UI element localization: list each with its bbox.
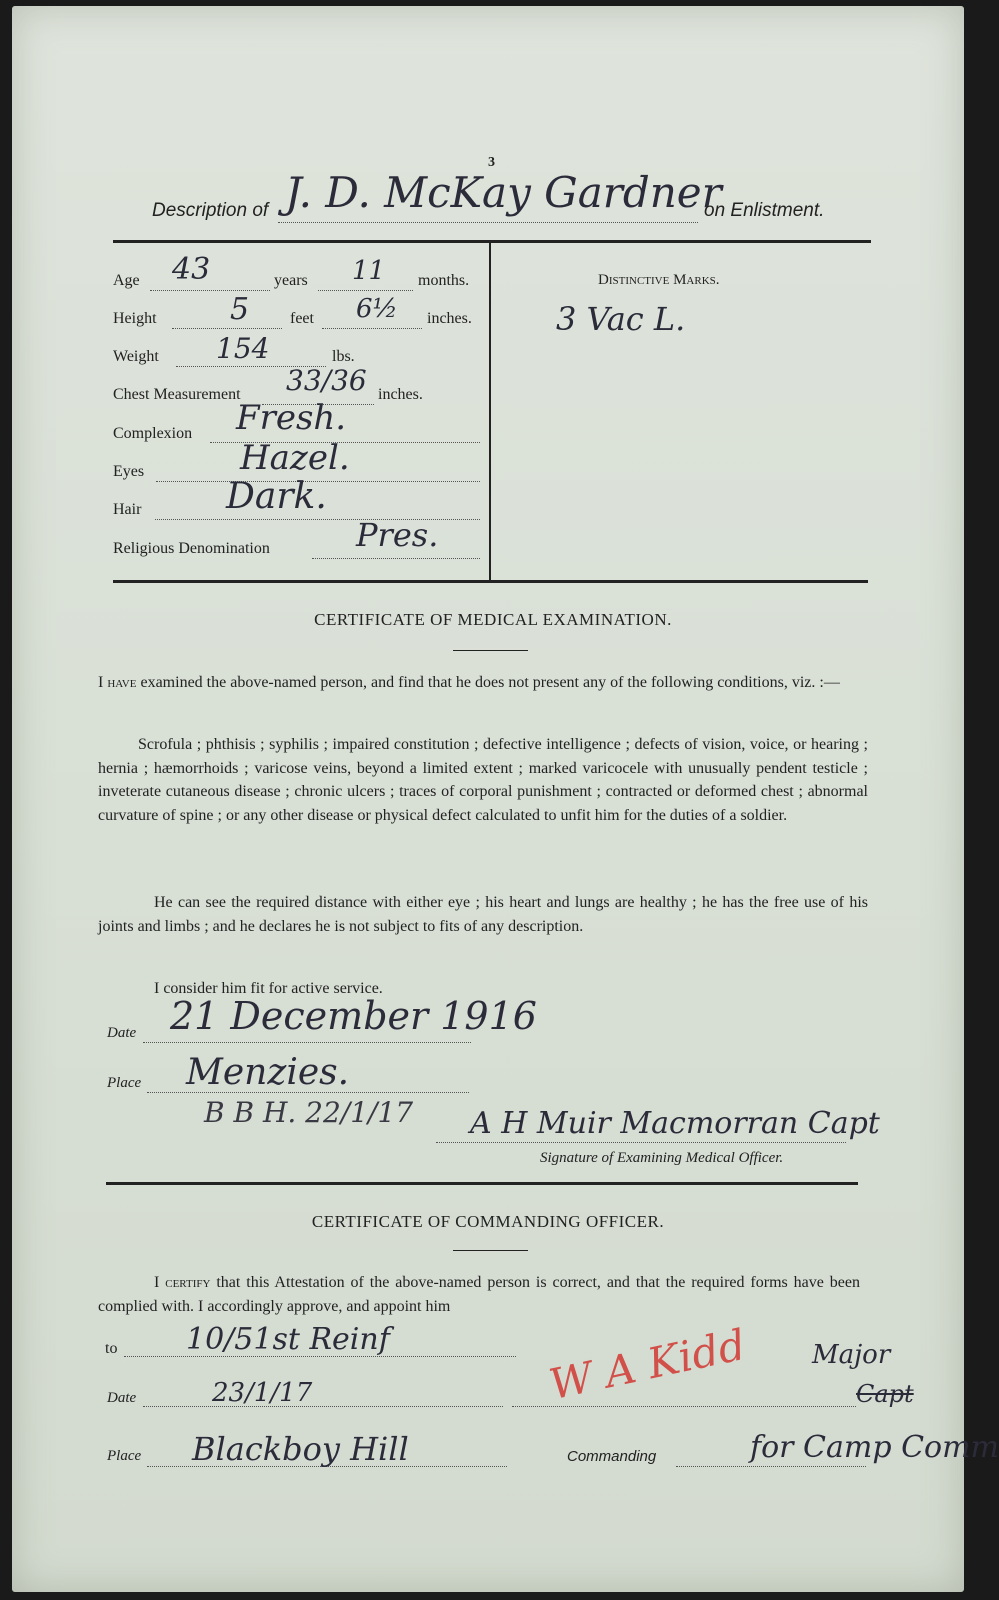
- complexion-label: Complexion: [113, 425, 193, 442]
- description-top-rule: [113, 240, 871, 243]
- age-months-line: [318, 290, 413, 291]
- rank-major: Major: [812, 1340, 891, 1370]
- header-prefix: Description of: [152, 200, 269, 221]
- feet-label: feet: [290, 310, 314, 327]
- eyes-label: Eyes: [113, 463, 145, 480]
- medical-endorsement: B B H. 22/1/17: [204, 1096, 414, 1129]
- commanding-label: Commanding: [567, 1448, 657, 1465]
- medical-certificate-title: CERTIFICATE OF MEDICAL EXAMINATION.: [314, 610, 672, 629]
- medical-paragraph-1: [98, 671, 868, 695]
- months-label: months.: [418, 272, 470, 289]
- commanding-to-label: to: [105, 1340, 118, 1357]
- age-label: Age: [113, 272, 140, 289]
- weight-value: 154: [216, 332, 270, 365]
- commanding-signature-line: [512, 1406, 856, 1407]
- eyes-value: Hazel.: [240, 438, 350, 478]
- years-label: years: [274, 272, 308, 289]
- height-feet-line: [172, 328, 282, 329]
- complexion-value: Fresh.: [236, 398, 347, 438]
- commanding-paragraph: [98, 1271, 860, 1318]
- hair-label: Hair: [113, 501, 142, 518]
- commanding-certificate-title: CERTIFICATE OF COMMANDING OFFICER.: [311, 1212, 665, 1231]
- medical-paragraph-2: Scrofula ; phthisis ; syphilis ; impaired constitution ; defective intelligence ; defects of vision, voice, or hearing ; hernia ; hæmorrhoids ; varicose veins, beyond a limited extent ; marked varicocele with unusually pendent testicle ; inveterate cutaneous disease ; chronic ulcers ; traces of corporal punishment ; contracted or deformed chest ; abnormal curvature of spine ; or any other disease or physical defect calculated to unfit him for the duties of a soldier.: [98, 736, 868, 824]
- height-inches-value: 6½: [356, 294, 398, 324]
- religion-value: Pres.: [356, 516, 439, 554]
- commanding-to-value: 10/51st Reinf: [186, 1322, 390, 1357]
- chest-inches-label: inches.: [378, 386, 423, 403]
- commanding-date-value: 23/1/17: [212, 1378, 313, 1408]
- medical-date-line: [143, 1042, 471, 1043]
- commanding-p1-text: that this Attestation of the above-named person is correct, and that the required forms have been complied with. I accordingly approve, and appoint him: [98, 1274, 860, 1315]
- age-years-line: [150, 290, 270, 291]
- enlistee-name: J. D. McKay Gardner: [285, 168, 722, 217]
- medical-paragraph-4: I consider him fit for active service.: [154, 980, 383, 997]
- description-divider: [489, 243, 491, 581]
- medical-place-value: Menzies.: [186, 1052, 350, 1093]
- inches-label: inches.: [427, 310, 472, 327]
- medical-title-underline: [453, 650, 528, 651]
- chest-label: Chest Measurement: [113, 386, 241, 403]
- commanding-title-underline: [453, 1250, 528, 1251]
- commanding-p1-lead: I certify: [154, 1274, 211, 1291]
- religion-label: Religious Denomination: [113, 540, 270, 557]
- medical-paragraph-3: He can see the required distance with either eye ; his heart and lungs are healthy ; he has the free use of his joints and limbs ; and he declares he is not subject to fits of any description.: [98, 894, 868, 935]
- medical-officer-signature: A H Muir Macmorran Capt: [470, 1106, 880, 1141]
- hair-value: Dark.: [226, 476, 327, 517]
- medical-date-value: 21 December 1916: [170, 994, 537, 1038]
- chest-value: 33/36: [286, 364, 367, 397]
- distinctive-marks-value: 3 Vac L.: [556, 300, 686, 338]
- medical-p1-text: examined the above-named person, and find that he does not present any of the following conditions, viz. :—: [140, 674, 840, 691]
- medical-date-label: Date: [107, 1025, 137, 1041]
- distinctive-marks-label: Distinctive Marks.: [598, 272, 720, 288]
- weight-label: Weight: [113, 348, 159, 365]
- header-suffix: on Enlistment.: [704, 200, 825, 221]
- commanding-value: for Camp Comm: [750, 1430, 999, 1465]
- name-line: [278, 222, 698, 223]
- medical-signature-line: [436, 1142, 846, 1143]
- page-number: 3: [488, 155, 495, 170]
- description-bottom-rule: [113, 580, 868, 583]
- medical-p1-lead: I have: [98, 674, 137, 691]
- commanding-line: [676, 1466, 866, 1467]
- age-years-value: 43: [172, 252, 211, 287]
- medical-signature-label: Signature of Examining Medical Officer.: [540, 1150, 784, 1166]
- age-months-value: 11: [352, 256, 386, 286]
- height-inches-line: [322, 328, 422, 329]
- height-feet-value: 5: [230, 292, 250, 327]
- commanding-officer-signature: W A Kidd: [545, 1319, 750, 1410]
- commanding-date-line: [143, 1406, 503, 1407]
- rank-capt: Capt: [856, 1380, 914, 1408]
- commanding-place-value: Blackboy Hill: [192, 1430, 409, 1468]
- medical-place-label: Place: [107, 1075, 142, 1091]
- section-divider-rule: [106, 1182, 858, 1185]
- commanding-place-label: Place: [107, 1448, 142, 1464]
- religion-line: [312, 558, 480, 559]
- height-label: Height: [113, 310, 157, 327]
- lbs-label: lbs.: [332, 348, 355, 365]
- commanding-date-label: Date: [107, 1390, 137, 1406]
